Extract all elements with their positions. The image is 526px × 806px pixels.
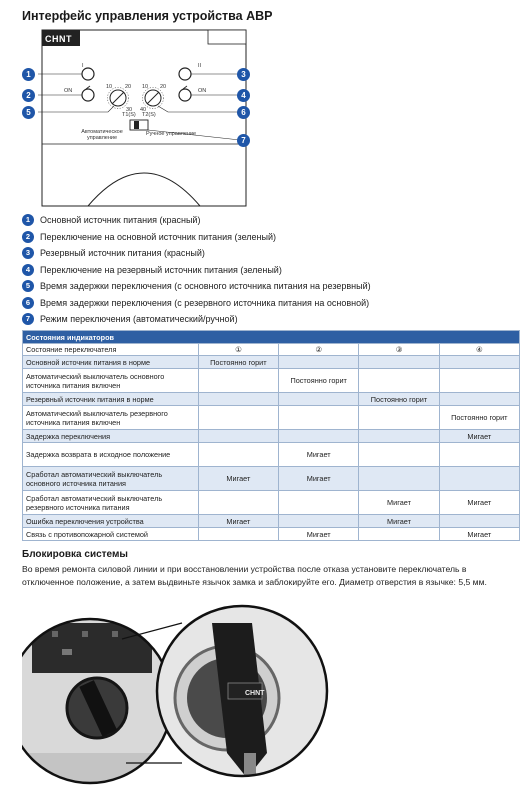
legend-item bbox=[22, 278, 512, 295]
indicator-states-table bbox=[22, 330, 520, 541]
legend-text: Основной источник питания (красный) bbox=[40, 215, 201, 226]
table-cell: Основной источник питания в норме bbox=[23, 356, 199, 369]
legend-number: 4 bbox=[22, 264, 34, 276]
photo-brand-logo: CHNT bbox=[245, 690, 265, 697]
table-cell: Мигает bbox=[279, 443, 359, 467]
table-cell bbox=[359, 406, 439, 430]
table-cell bbox=[439, 515, 519, 528]
table-cell bbox=[439, 356, 519, 369]
legend-number: 6 bbox=[22, 297, 34, 309]
table-cell: Мигает bbox=[359, 491, 439, 515]
table-header-row bbox=[23, 344, 520, 356]
dial-mark-20-left: 20 bbox=[125, 84, 132, 90]
table-cell: Резервный источник питания в норме bbox=[23, 393, 199, 406]
table-row bbox=[23, 528, 520, 541]
table-cell: Мигает bbox=[439, 491, 519, 515]
panel-drawing bbox=[38, 28, 250, 208]
table-cell: Автоматический выключатель основного источника питания включен bbox=[23, 369, 199, 393]
legend-item bbox=[22, 229, 512, 246]
table-header-cell: ③ bbox=[359, 344, 439, 356]
table-row bbox=[23, 369, 520, 393]
table-cell bbox=[198, 430, 278, 443]
legend-text: Режим переключения (автоматический/ручной) bbox=[40, 314, 238, 325]
page-title: Интерфейс управления устройства АВР bbox=[22, 9, 273, 23]
t1-label: T1(S) bbox=[122, 112, 136, 118]
table-cell bbox=[198, 443, 278, 467]
table-row bbox=[23, 467, 520, 491]
table-cell bbox=[279, 406, 359, 430]
callout-3: 3 bbox=[237, 68, 250, 81]
legend-item bbox=[22, 262, 512, 279]
table-cell: Сработал автоматический выключатель основного источника питания bbox=[23, 467, 199, 491]
table-header-cell: ② bbox=[279, 344, 359, 356]
table-cell: Мигает bbox=[279, 467, 359, 491]
table-row bbox=[23, 430, 520, 443]
table-cell: Сработал автоматический выключатель резервного источника питания bbox=[23, 491, 199, 515]
table-row bbox=[23, 515, 520, 528]
table-cell: Автоматический выключатель резервного источника питания включен bbox=[23, 406, 199, 430]
legend-text: Время задержки переключения (с резервного источника питания на основной) bbox=[40, 297, 370, 308]
table-cell bbox=[198, 491, 278, 515]
brand-logo: CHNT bbox=[45, 34, 72, 44]
legend-text: Переключение на резервный источник питания (зеленый) bbox=[40, 264, 282, 275]
table-header-cell: Состояние переключателя bbox=[23, 344, 199, 356]
table-header-cell: ④ bbox=[439, 344, 519, 356]
table-cell bbox=[279, 356, 359, 369]
table-cell bbox=[279, 430, 359, 443]
lock-photos bbox=[22, 603, 522, 803]
table-cell: Мигает bbox=[439, 430, 519, 443]
table-cell: Мигает bbox=[198, 515, 278, 528]
table-row bbox=[23, 443, 520, 467]
legend-item bbox=[22, 295, 512, 312]
table-cell: Мигает bbox=[279, 528, 359, 541]
table-cell bbox=[439, 467, 519, 491]
table-row bbox=[23, 406, 520, 430]
legend-text: Резервный источник питания (красный) bbox=[40, 248, 205, 259]
legend-number: 1 bbox=[22, 214, 34, 226]
dial-mark-20-right: 20 bbox=[160, 84, 167, 90]
label-on-right: ON bbox=[198, 88, 207, 94]
legend-number: 7 bbox=[22, 313, 34, 325]
callout-5: 5 bbox=[22, 106, 35, 119]
legend-item bbox=[22, 245, 512, 262]
dial-mark-10-left: 10 bbox=[106, 84, 113, 90]
table-cell bbox=[198, 393, 278, 406]
dial-mark-30-left: 30 bbox=[126, 107, 133, 113]
callout-7: 7 bbox=[237, 134, 250, 147]
callout-2: 2 bbox=[22, 89, 35, 102]
table-cell bbox=[198, 369, 278, 393]
table-cell bbox=[279, 515, 359, 528]
section-title-lock: Блокировка системы bbox=[22, 549, 128, 560]
dial-t1 bbox=[108, 88, 129, 109]
table-cell bbox=[198, 406, 278, 430]
lock-illustration bbox=[22, 603, 522, 803]
lock-instructions: Во время ремонта силовой линии и при восстановлении устройства после отказа установите переключатель в отключенное положение, а затем выдвиньте язычок замка и заблокируйте его. Диаметр отверстия в язычке: 5,5 мм. bbox=[22, 564, 487, 587]
manual-mode-label: Ручное управление bbox=[146, 131, 197, 137]
table-cell: Постоянно горит bbox=[198, 356, 278, 369]
dial-mark-10-right: 10 bbox=[142, 84, 149, 90]
indicator-1 bbox=[82, 68, 94, 80]
callout-1: 1 bbox=[22, 68, 35, 81]
label-source-2: II bbox=[198, 63, 202, 69]
table-cell bbox=[439, 393, 519, 406]
table-cell bbox=[439, 443, 519, 467]
table-cell bbox=[439, 369, 519, 393]
photo-lock-closeup bbox=[152, 603, 332, 783]
table-caption: Состояния индикаторов bbox=[23, 331, 520, 344]
legend-item bbox=[22, 311, 512, 328]
table-row bbox=[23, 491, 520, 515]
dial-mark-40-right: 40 bbox=[140, 107, 147, 113]
table-cell: Мигает bbox=[198, 467, 278, 491]
table-cell bbox=[279, 491, 359, 515]
table-cell: Ошибка переключения устройства bbox=[23, 515, 199, 528]
indicator-3 bbox=[179, 68, 191, 80]
legend-text: Время задержки переключения (с основного источника питания на резервный) bbox=[40, 281, 371, 292]
indicator-2 bbox=[82, 89, 94, 101]
table-row bbox=[23, 393, 520, 406]
label-source-1: I bbox=[82, 63, 84, 69]
table-cell: Мигает bbox=[359, 515, 439, 528]
legend-number: 5 bbox=[22, 280, 34, 292]
callout-4: 4 bbox=[237, 89, 250, 102]
table-cell: Задержка возврата в исходное положение bbox=[23, 443, 199, 467]
auto-mode-label: Автоматическое управление bbox=[81, 129, 123, 141]
t2-label: T2(S) bbox=[142, 112, 156, 118]
legend-list bbox=[22, 212, 512, 328]
table-cell bbox=[359, 430, 439, 443]
table-header-cell: ① bbox=[198, 344, 278, 356]
table-cell: Связь с противопожарной системой bbox=[23, 528, 199, 541]
table-cell: Постоянно горит bbox=[279, 369, 359, 393]
table-cell bbox=[279, 393, 359, 406]
callout-6: 6 bbox=[237, 106, 250, 119]
table-cell bbox=[359, 467, 439, 491]
legend-number: 2 bbox=[22, 231, 34, 243]
indicator-4 bbox=[179, 89, 191, 101]
table-row bbox=[23, 356, 520, 369]
legend-item bbox=[22, 212, 512, 229]
label-on-left: ON bbox=[64, 88, 73, 94]
table-cell: Задержка переключения bbox=[23, 430, 199, 443]
control-panel-diagram bbox=[26, 28, 250, 208]
legend-number: 3 bbox=[22, 247, 34, 259]
table-cell bbox=[359, 356, 439, 369]
table-cell bbox=[359, 443, 439, 467]
table-cell: Постоянно горит bbox=[439, 406, 519, 430]
legend-text: Переключение на основной источник питания (зеленый) bbox=[40, 231, 276, 242]
dial-t2 bbox=[143, 88, 164, 109]
table-cell bbox=[198, 528, 278, 541]
table-cell bbox=[359, 369, 439, 393]
table-cell bbox=[359, 528, 439, 541]
table-cell: Постоянно горит bbox=[359, 393, 439, 406]
table-cell: Мигает bbox=[439, 528, 519, 541]
